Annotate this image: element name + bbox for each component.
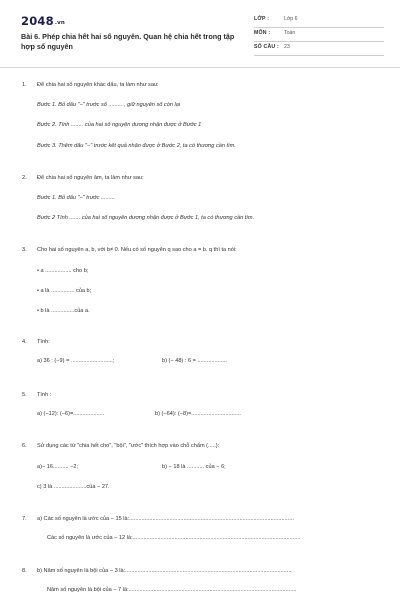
meta-value: Toán bbox=[284, 30, 296, 36]
answer-line: Các số nguyên là ước của − 12 là:............................................................................................................ bbox=[47, 535, 301, 541]
meta-class-row bbox=[254, 14, 384, 28]
question-number: 4. bbox=[22, 339, 27, 345]
step-line: Bước 1. Bỏ dấu "−" trước số ......... , giữ nguyên số còn lại bbox=[37, 102, 181, 108]
site-logo[interactable] bbox=[21, 14, 65, 28]
question-text: b) Năm số nguyên là bội của − 3 là:........................................................................................................... bbox=[37, 568, 292, 574]
meta-count-row bbox=[254, 42, 384, 56]
meta-label: MÔN : bbox=[254, 30, 271, 36]
exercise-c: c) 3 là .....................của − 27. bbox=[37, 484, 110, 490]
fill-item: • a là ............... của b; bbox=[37, 288, 92, 294]
exercise-a: a) (−12): (−6)=.................... bbox=[37, 411, 105, 417]
step-line: Bước 3. Thêm dấu "−" trước kết quả nhận được ở Bước 2, ta có thương cần tìm. bbox=[37, 143, 236, 149]
exercise-b: b) − 18 là ........... của − 6; bbox=[162, 464, 226, 470]
question-text: Để chia hai số nguyên khác dấu, ta làm như sau: bbox=[37, 82, 159, 88]
step-line: Bước 1. Bỏ dấu "−" trước ......... bbox=[37, 195, 115, 201]
step-line: Bước 2 Tính ....... của hai số nguyên dương nhận được ở Bước 1, ta có thương cần tìm. bbox=[37, 215, 255, 221]
exercise-b: b) (−64): (−8)=................................ bbox=[155, 411, 241, 417]
question-number: 3. bbox=[22, 247, 27, 253]
question-number: 1. bbox=[22, 82, 27, 88]
worksheet-header bbox=[0, 0, 400, 65]
meta-subject-row bbox=[254, 28, 384, 42]
meta-value: 23 bbox=[284, 44, 290, 50]
question-text: Sử dụng các từ "chia hết cho", "bội", "ước" thích hợp vào chỗ chấm (.....): bbox=[37, 443, 220, 449]
meta-label: SỐ CÂU : bbox=[254, 44, 279, 50]
question-number: 6. bbox=[22, 443, 27, 449]
question-text: Cho hai số nguyên a, b, với b≠ 0. Nếu có số nguyên q sao cho a = b. q thì ta nói: bbox=[37, 247, 237, 253]
question-text: Để chia hai số nguyên âm, ta làm như sau: bbox=[37, 175, 144, 181]
logo-suffix: .vn bbox=[54, 20, 66, 26]
logo-text: 2048 bbox=[21, 14, 54, 28]
answer-line: Năm số nguyên là bội của − 7 là:............................................................................................................ bbox=[47, 587, 297, 593]
exercise-a: a) 36 : (−9) = ...........................; bbox=[37, 358, 115, 364]
lesson-meta bbox=[254, 14, 384, 56]
question-text: a) Các số nguyên là ước của − 15 là:.......................................................................................................... bbox=[37, 516, 294, 522]
meta-value: Lớp 6 bbox=[284, 16, 298, 22]
question-number: 8. bbox=[22, 568, 27, 574]
question-number: 2. bbox=[22, 175, 27, 181]
step-line: Bước 2. Tính ........ của hai số nguyên dương nhận được ở Bước 1 bbox=[37, 122, 202, 128]
header-divider bbox=[0, 67, 400, 68]
fill-item: • a ................. cho b; bbox=[37, 268, 89, 274]
lesson-title: Bài 6. Phép chia hết hai số nguyên. Quan hệ chia hết trong tập hợp số nguyên bbox=[21, 32, 235, 51]
question-number: 7. bbox=[22, 516, 27, 522]
fill-item: • b là ...............của a. bbox=[37, 308, 90, 314]
question-text: Tính : bbox=[37, 392, 52, 398]
question-text: Tính: bbox=[37, 339, 50, 345]
meta-label: LỚP : bbox=[254, 16, 270, 22]
exercise-a: a)− 16.......... −2; bbox=[37, 464, 79, 470]
exercise-b: b) (− 48) : 6 = ................... bbox=[162, 358, 227, 364]
question-number: 5. bbox=[22, 392, 27, 398]
